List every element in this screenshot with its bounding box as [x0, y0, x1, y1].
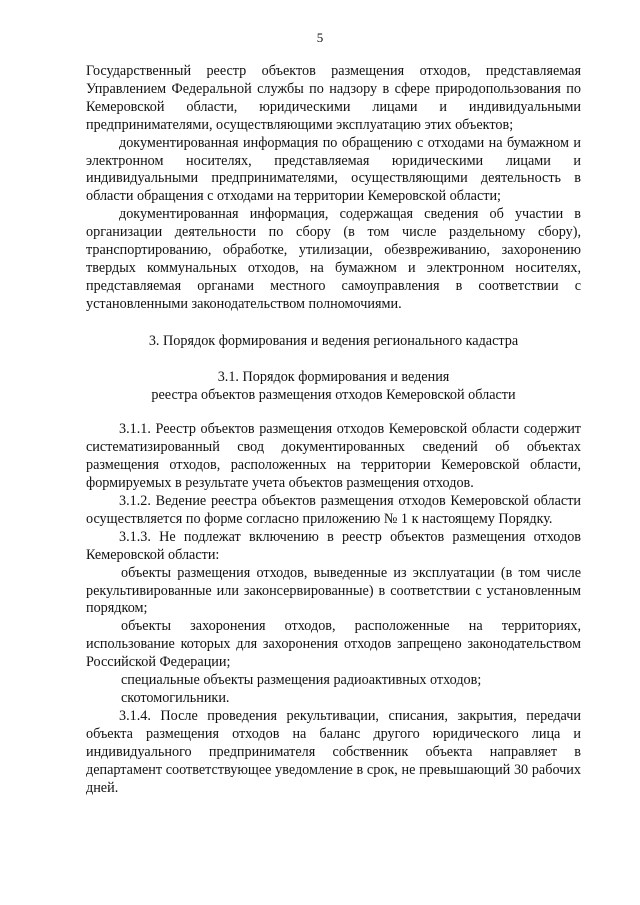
subsection-heading-line-2: реестра объектов размещения отходов Кемеровской области — [151, 386, 516, 403]
intro-paragraph-2: документированная информация по обращению с отходами на бумажном и электронном носителях, представляемая юридическими лицами и индивидуальными предпринимателями, осуществляющими деятельность в области обращения с отходами на территории Кемеровской области; — [86, 134, 581, 205]
paragraph-3-1-1: 3.1.1. Реестр объектов размещения отходов Кемеровской области содержит систематизированный свод документированных сведений об объектах размещения отходов, расположенных на территории Кемеровской области, формируемых в результате учета объектов размещения отходов. — [86, 421, 581, 492]
subsection-3-1-heading — [86, 369, 581, 405]
subsection-heading-line-1: 3.1. Порядок формирования и ведения — [217, 368, 450, 385]
document-body — [86, 63, 581, 797]
page-number: 5 — [316, 30, 324, 45]
paragraph-3-1-4: 3.1.4. После проведения рекультивации, списания, закрытия, передачи объекта размещения отходов на баланс другого юридического лица и индивидуального предпринимателя собственник объекта направляет в департамент соответствующее уведомление в срок, не превышающий 30 рабочих дней. — [86, 707, 581, 796]
paragraph-3-1-2: 3.1.2. Ведение реестра объектов размещения отходов Кемеровской области осуществляется по форме согласно приложению № 1 к настоящему Порядку. — [86, 493, 581, 527]
intro-paragraph-3: документированная информация, содержащая сведения об участии в организации деятельности по сбору (в том числе раздельному сбору), транспортированию, обработке, утилизации, обезвреживанию, захоронению твердых коммунальных отходов, на бумажном и электронном носителях, представляемая органами местного самоуправления в соответствии с установленными законодательством полномочиями. — [86, 206, 581, 312]
paragraph-3-1-3: 3.1.3. Не подлежат включению в реестр объектов размещения отходов Кемеровской области: — [86, 528, 581, 563]
list-item: специальные объекты размещения радиоактивных отходов; — [121, 672, 482, 689]
section-3-heading: 3. Порядок формирования и ведения регионального кадастра — [148, 332, 519, 349]
intro-paragraph-1: Государственный реестр объектов размещения отходов, представляемая Управлением Федеральной службы по надзору в сфере природопользования по Кемеровской области, юридическими лицами и индивидуальными предпринимателями, осуществляющими эксплуатацию этих объектов; — [86, 63, 581, 133]
list-item: скотомогильники. — [121, 690, 230, 706]
list-item: объекты размещения отходов, выведенные из эксплуатации (в том числе рекультивированные или законсервированные) в соответствии с установленным порядком; — [86, 564, 581, 617]
list-item: объекты захоронения отходов, расположенные на территориях, использование которых для захоронения отходов запрещено законодательством Российской Федерации; — [86, 618, 581, 671]
